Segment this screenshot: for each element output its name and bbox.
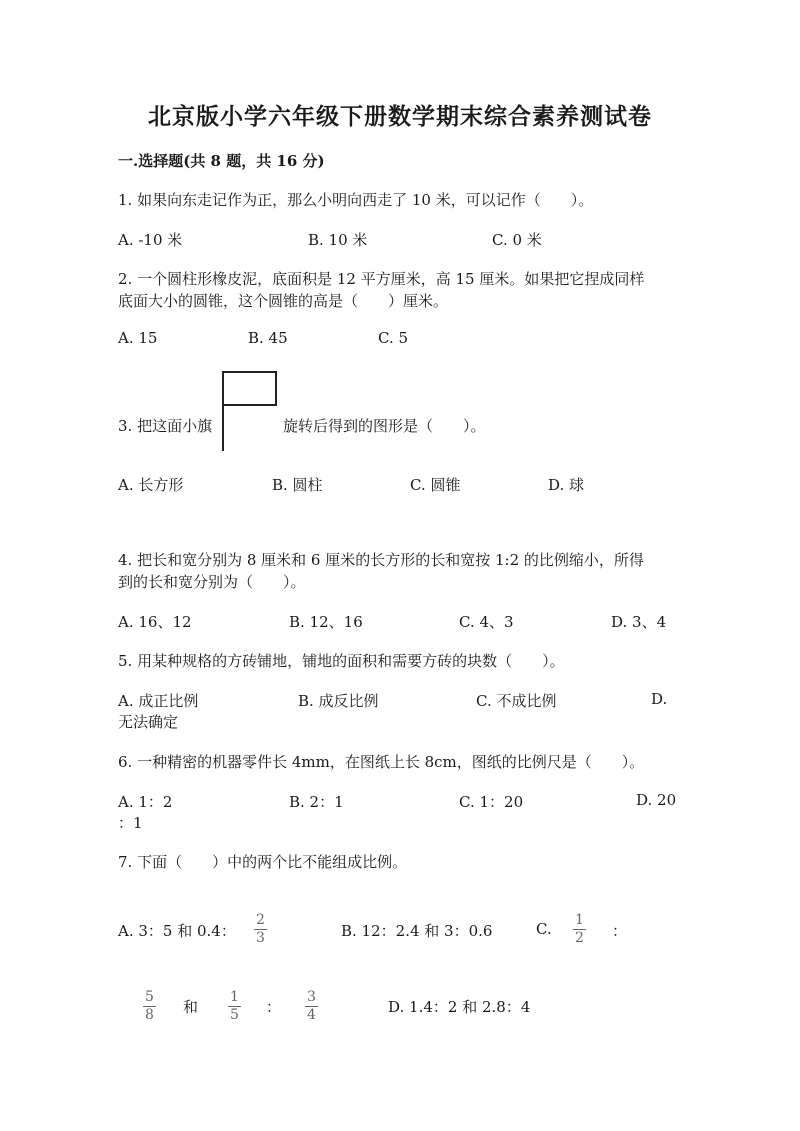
q5-option-d[interactable]: D. [651,690,668,708]
q7-option-b[interactable]: B. 12：2.4 和 3：0.6 [341,922,493,940]
q4-option-a[interactable]: A. 16、12 [118,613,192,631]
q7-option-c-fraction-4 [305,989,318,1024]
q3-option-c[interactable]: C. 圆锥 [410,476,461,494]
q1-option-a[interactable]: A. -10 米 [118,231,183,249]
q3-option-d[interactable]: D. 球 [548,476,585,494]
q7-option-c-fraction-2 [143,989,156,1024]
question-5-stem: 5. 用某种规格的方砖铺地，铺地的面积和需要方砖的块数（ ）。 [118,652,565,670]
question-4-stem-line2: 到的长和宽分别为（ ）。 [118,573,306,591]
q4-option-d[interactable]: D. 3、4 [611,613,667,631]
ratio-colon: ： [612,922,628,940]
q6-option-a[interactable]: A. 1：2 [118,793,173,811]
q7-option-d[interactable]: D. 1.4：2 和 2.8：4 [388,998,531,1016]
q6-option-b[interactable]: B. 2：1 [289,793,344,811]
fraction-denominator: 5 [230,1007,239,1023]
question-2-stem-line1: 2. 一个圆柱形橡皮泥，底面积是 12 平方厘米，高 15 厘米。如果把它捏成同样 [118,270,645,288]
q2-option-c[interactable]: C. 5 [378,329,409,347]
q6-option-c[interactable]: C. 1：20 [459,793,524,811]
flag-cloth [222,371,277,406]
fraction-numerator: 1 [230,989,239,1005]
q6-option-d[interactable]: D. 20 [636,791,677,809]
q5-option-c[interactable]: C. 不成比例 [476,692,557,710]
q7-option-c-fraction-3 [228,989,241,1024]
q1-option-b[interactable]: B. 10 米 [308,231,368,249]
fraction-numerator: 5 [145,989,154,1005]
q1-option-c[interactable]: C. 0 米 [492,231,542,249]
q2-option-a[interactable]: A. 15 [118,329,158,347]
fraction-denominator: 2 [575,930,584,946]
fraction-numerator: 3 [307,989,316,1005]
question-2-stem-line2: 底面大小的圆锥，这个圆锥的高是（ ）厘米。 [118,292,449,310]
question-3-stem-start: 3. 把这面小旗 [118,417,213,435]
q5-option-a[interactable]: A. 成正比例 [118,692,199,710]
q4-option-b[interactable]: B. 12、16 [289,613,363,631]
q3-option-b[interactable]: B. 圆柱 [272,476,323,494]
fraction-denominator: 8 [145,1007,154,1023]
q3-option-a[interactable]: A. 长方形 [118,476,184,494]
q7-option-a-text[interactable]: A. 3：5 和 0.4： [118,922,236,940]
fraction-denominator: 3 [256,930,265,946]
question-6-stem: 6. 一种精密的机器零件长 4mm，在图纸上长 8cm，图纸的比例尺是（ ）。 [118,753,645,771]
question-3-stem-end: 旋转后得到的图形是（ ）。 [283,417,486,435]
fraction-denominator: 4 [307,1007,316,1023]
question-4-stem-line1: 4. 把长和宽分别为 8 厘米和 6 厘米的长方形的长和宽按 1:2 的比例缩小，所得 [118,551,644,569]
page-title: 北京版小学六年级下册数学期末综合素养测试卷 [148,103,652,130]
conjunction-and: 和 [183,998,199,1016]
q5-option-d-continued[interactable]: 无法确定 [118,713,179,731]
q7-option-c-fraction-1 [573,912,586,947]
question-1-stem: 1. 如果向东走记作为正，那么小明向西走了 10 米，可以记作（ ）。 [118,191,594,209]
question-7-stem: 7. 下面（ ）中的两个比不能组成比例。 [118,853,408,871]
q5-option-b[interactable]: B. 成反比例 [298,692,379,710]
q7-option-c-label[interactable]: C. [536,920,552,938]
ratio-colon-2: ： [266,998,282,1016]
q7-option-a-fraction [254,912,267,947]
q6-option-d-continued[interactable]: ：1 [118,814,143,832]
q2-option-b[interactable]: B. 45 [248,329,288,347]
fraction-numerator: 1 [575,912,584,928]
section-heading: 一.选择题(共 8 题，共 16 分) [118,152,325,170]
q4-option-c[interactable]: C. 4、3 [459,613,514,631]
fraction-numerator: 2 [256,912,265,928]
